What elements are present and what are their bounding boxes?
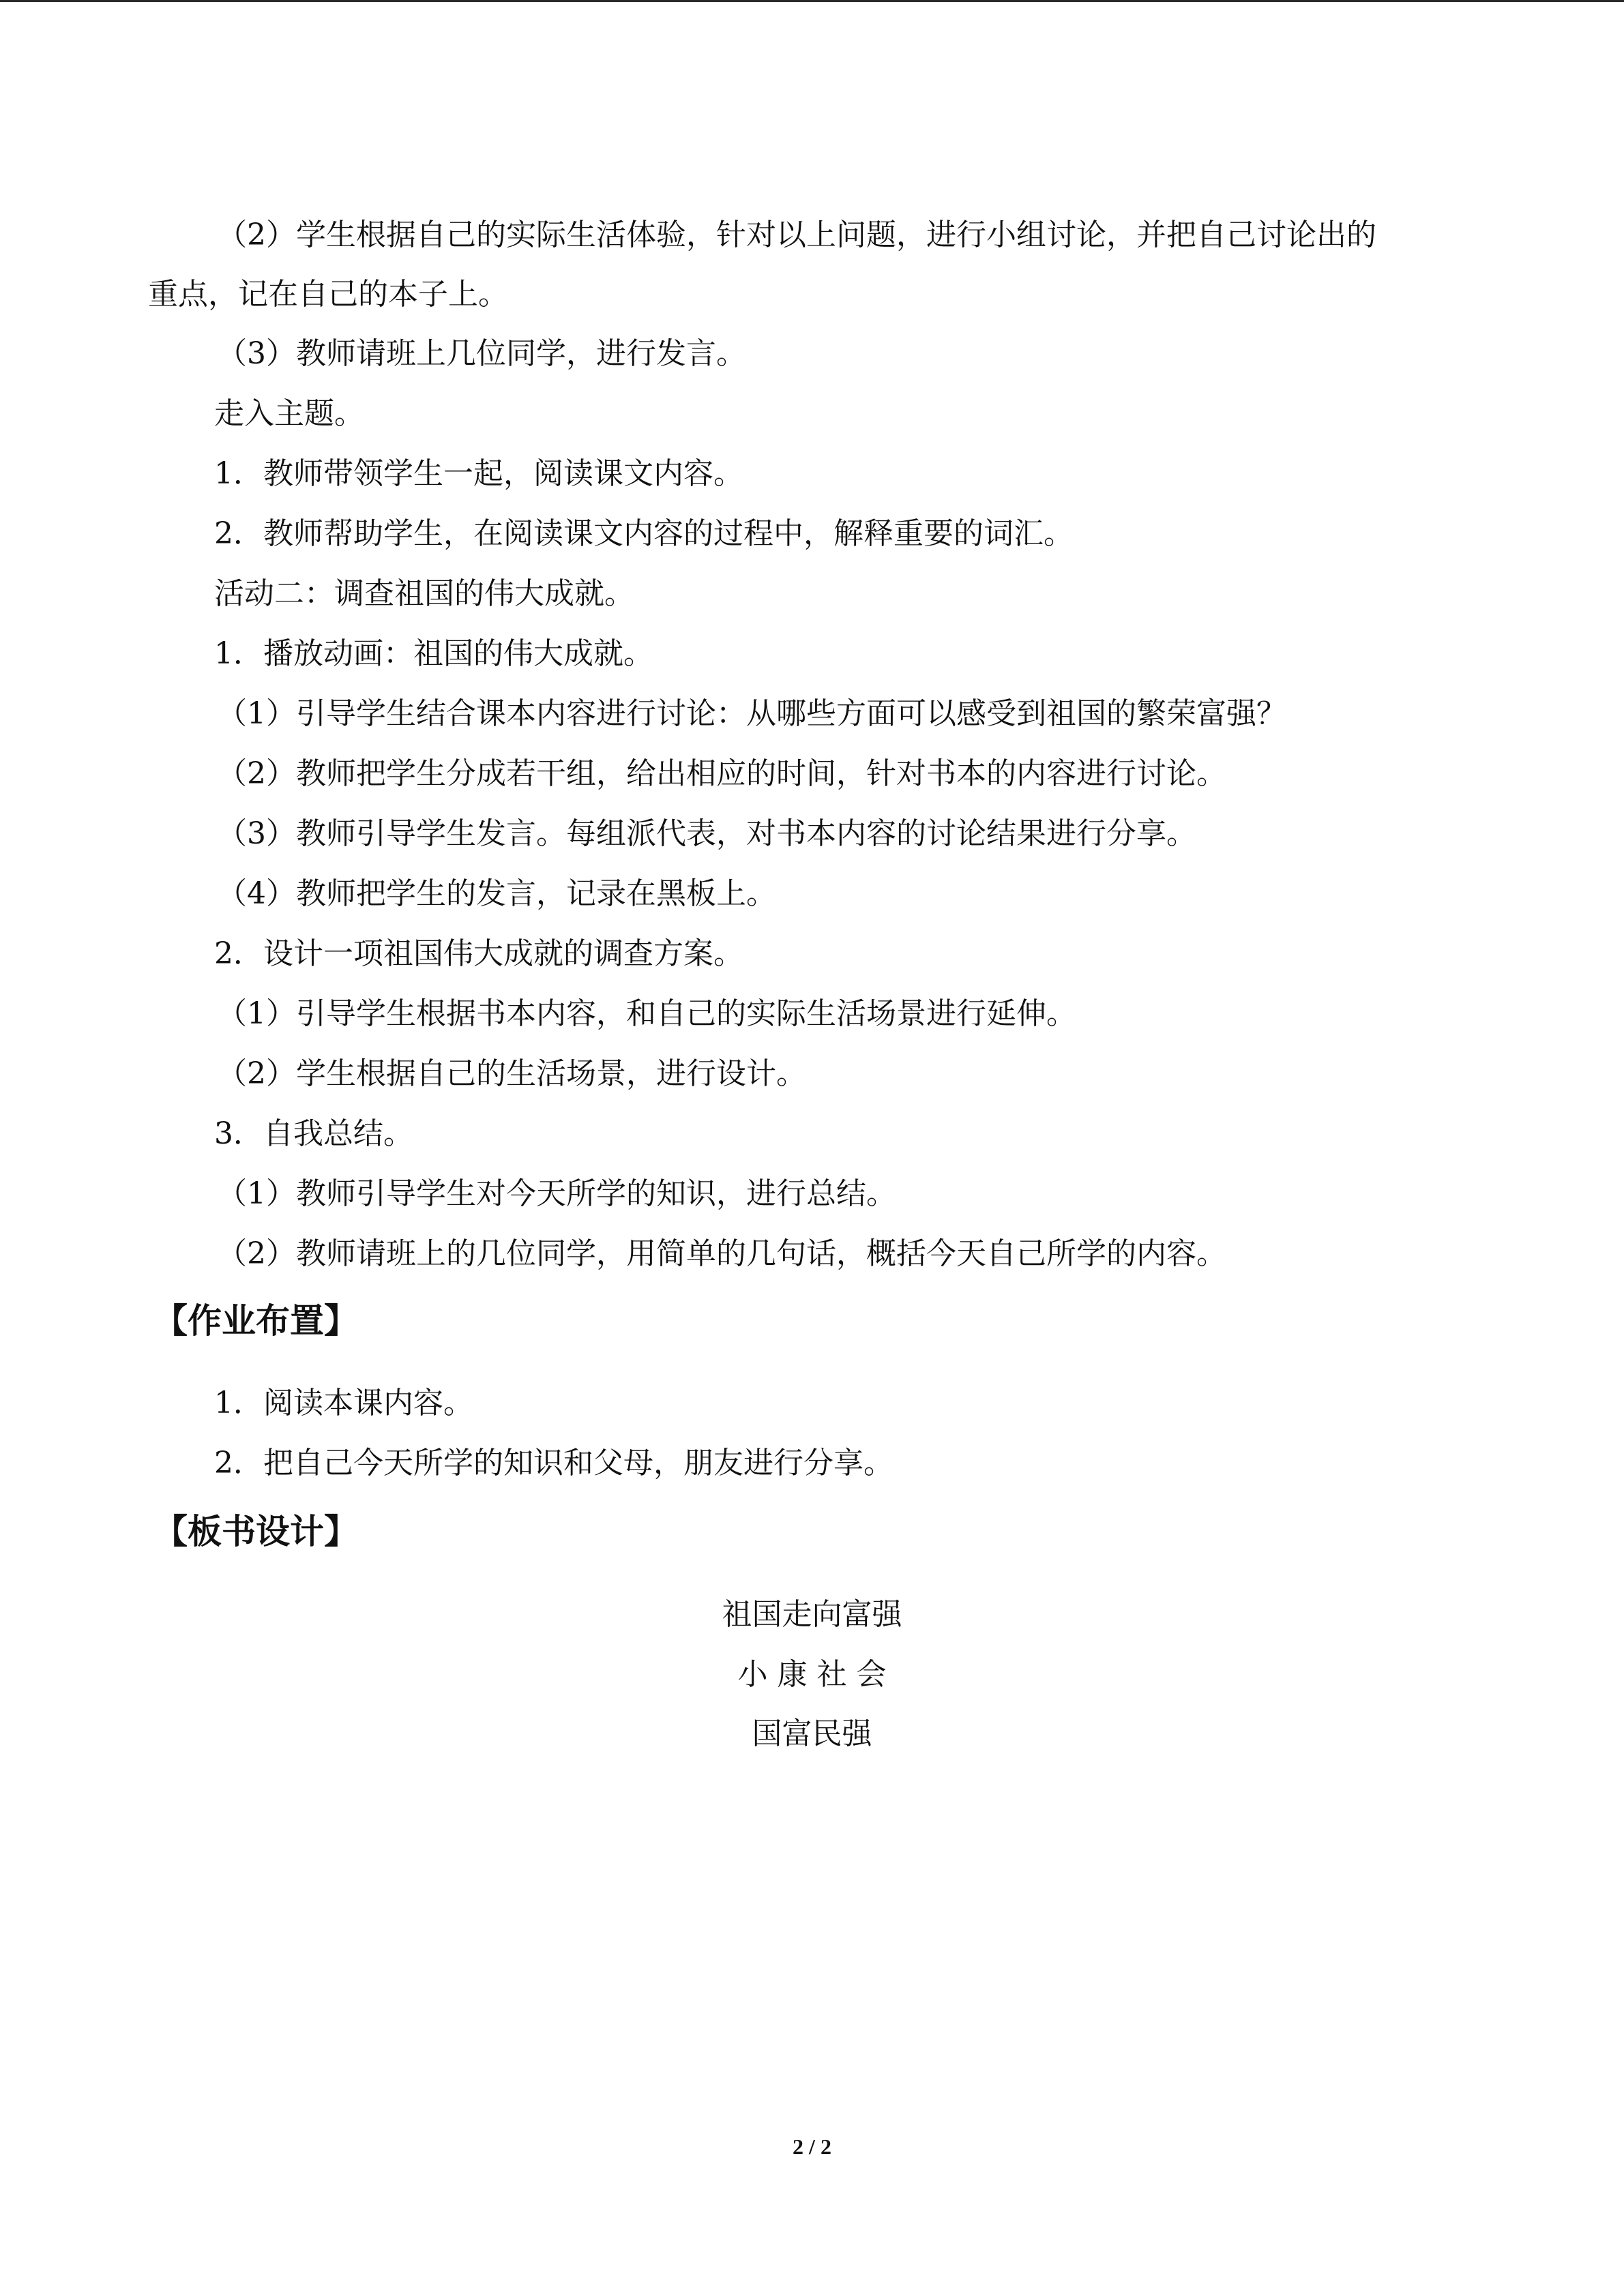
body-paragraph: （1）引导学生根据书本内容，和自己的实际生活场景进行延伸。 [217, 996, 1076, 1031]
body-paragraph-line: 重点，记在自己的本子上。 [148, 277, 508, 312]
body-paragraph: （3）教师引导学生发言。每组派代表，对书本内容的讨论结果进行分享。 [217, 816, 1196, 851]
body-paragraph: （2）学生根据自己的生活场景，进行设计。 [217, 1056, 806, 1091]
board-design-line: 国富民强 [752, 1716, 872, 1751]
body-paragraph: 3．自我总结。 [214, 1116, 413, 1151]
body-paragraph-line: （2）学生根据自己的实际生活体验，针对以上问题，进行小组讨论，并把自己讨论出的 [217, 218, 1376, 252]
body-paragraph: （4）教师把学生的发言，记录在黑板上。 [217, 876, 776, 911]
body-paragraph: （2）教师把学生分成若干组，给出相应的时间，针对书本的内容进行讨论。 [217, 756, 1226, 791]
page-number: 2 / 2 [793, 2134, 831, 2159]
body-paragraph: （3）教师请班上几位同学，进行发言。 [217, 336, 746, 371]
board-design-line: 祖国走向富强 [722, 1597, 902, 1632]
body-paragraph: 1．教师带领学生一起，阅读课文内容。 [214, 456, 743, 491]
body-paragraph: 2．设计一项祖国伟大成就的调查方案。 [214, 936, 743, 971]
board-design-heading: 【板书设计】 [153, 1512, 358, 1551]
board-design-line: 小 康 社 会 [737, 1657, 887, 1692]
homework-item: 1．阅读本课内容。 [214, 1386, 473, 1420]
homework-heading: 【作业布置】 [153, 1301, 358, 1341]
homework-item: 2．把自己今天所学的知识和父母，朋友进行分享。 [214, 1446, 894, 1480]
body-paragraph: （1）引导学生结合课本内容进行讨论：从哪些方面可以感受到祖国的繁荣富强？ [217, 696, 1286, 731]
body-paragraph: （2）教师请班上的几位同学，用简单的几句话，概括今天自己所学的内容。 [217, 1236, 1226, 1271]
body-paragraph: 走入主题。 [214, 396, 364, 431]
body-paragraph: 2．教师帮助学生，在阅读课文内容的过程中，解释重要的词汇。 [214, 516, 1074, 551]
body-paragraph: （1）教师引导学生对今天所学的知识，进行总结。 [217, 1176, 896, 1211]
body-paragraph: 1．播放动画：祖国的伟大成就。 [214, 636, 653, 671]
body-paragraph: 活动二：调查祖国的伟大成就。 [214, 576, 634, 611]
